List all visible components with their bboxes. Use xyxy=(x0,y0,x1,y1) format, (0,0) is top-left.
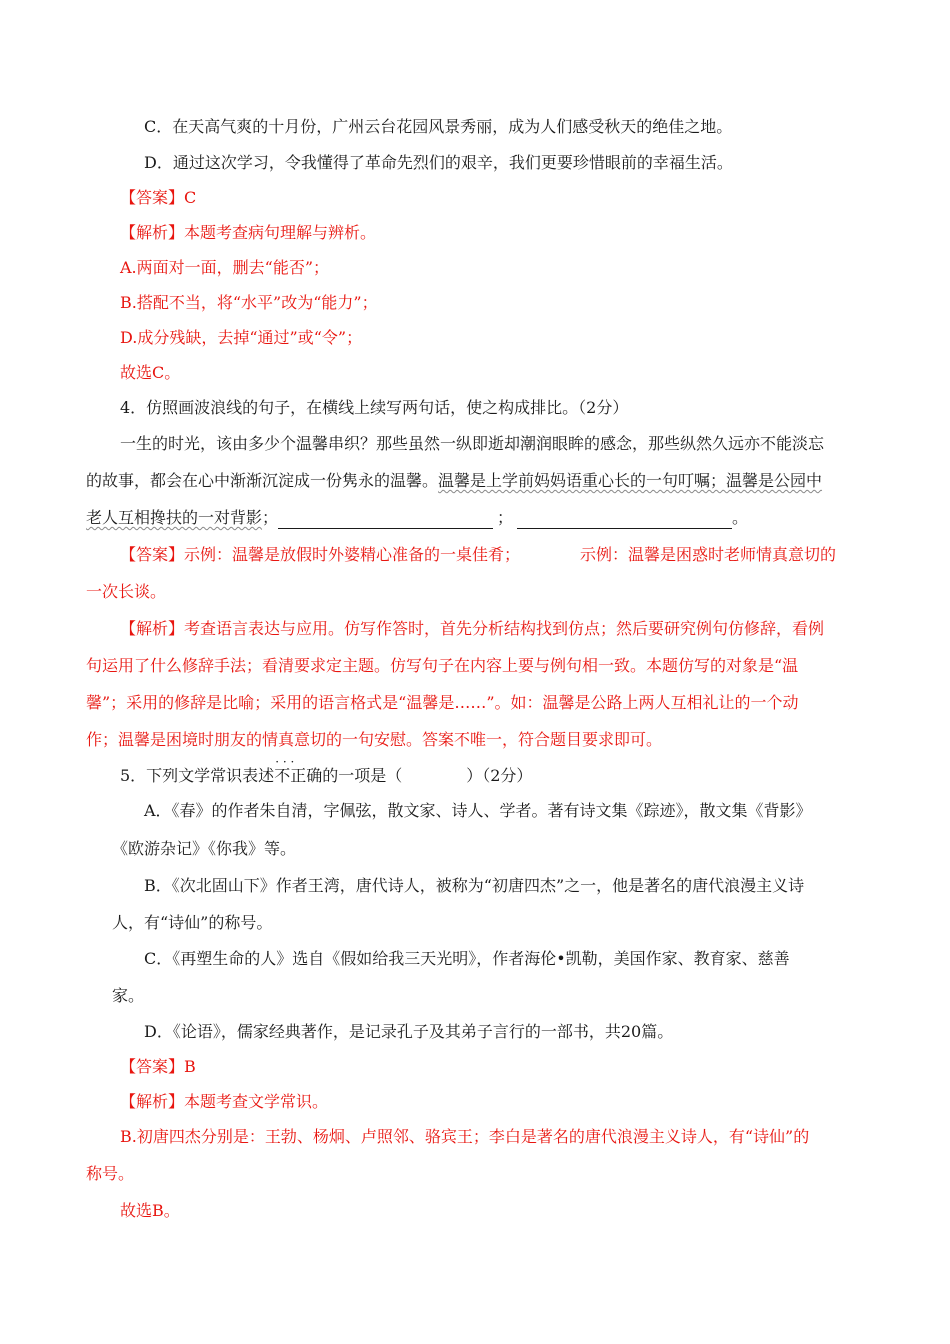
q5-option-b-line2: 人，有“诗仙”的称号。 xyxy=(112,913,273,932)
q3-option-c: C．在天高气爽的十月份，广州云台花园风景秀丽，成为人们感受秋天的绝佳之地。 xyxy=(144,117,733,136)
q5-option-d: D．《论语》，儒家经典著作，是记录孔子及其弟子言行的一部书，共20篇。 xyxy=(144,1022,674,1041)
q4-wavy-sentence-end: 老人互相搀扶的一对背影 xyxy=(86,508,263,527)
q5-note-b-line2: 称号。 xyxy=(86,1164,135,1183)
q4-analysis-2: 句运用了什么修辞手法；看清要求定主题。仿写句子在内容上要与例句相一致。本题仿写的对象是“温 xyxy=(86,656,799,675)
q4-stem: 4．仿照画波浪线的句子，在横线上续写两句话，使之构成排比。（2分） xyxy=(120,398,629,417)
q5-stem-pre: 5．下列文学常识表述 xyxy=(120,766,275,785)
q5-stem-emphasis: 不正确 · · · xyxy=(274,765,322,787)
q5-stem-end: ）（2分） xyxy=(466,766,533,785)
q5-option-b-line1: B．《次北固山下》作者王湾，唐代诗人，被称为“初唐四杰”之一，他是著名的唐代浪漫主义诗 xyxy=(144,876,805,895)
q4-analysis-1: 【解析】考查语言表达与应用。仿写作答时，首先分析结构找到仿点；然后要研究例句仿修辞，看例 xyxy=(120,619,825,638)
q4-colon: ； xyxy=(262,508,279,527)
q5-option-a-line2: 《欧游杂记》《你我》等。 xyxy=(112,839,297,858)
q5-stem xyxy=(120,765,532,787)
q4-passage-line2 xyxy=(86,470,822,492)
q3-note-a: A.两面对一面，删去“能否”； xyxy=(120,258,330,277)
q4-answer-2: 示例：温馨是困惑时老师情真意切的 xyxy=(580,545,837,564)
q3-note-d: D.成分残缺，去掉“通过”或“令”； xyxy=(120,328,363,347)
q3-option-d: D．通过这次学习，令我懂得了革命先烈们的艰辛，我们更要珍惜眼前的幸福生活。 xyxy=(144,153,733,172)
q4-period: 。 xyxy=(732,508,749,527)
q4-separator: ； xyxy=(497,508,514,527)
q4-passage-line1: 一生的时光，该由多少个温馨串织？那些虽然一纵即逝却潮润眼眸的感念，那些纵然久远亦不能淡忘 xyxy=(120,434,825,453)
q4-passage-text: 的故事，都会在心中渐渐沉淀成一份隽永的温馨。 xyxy=(86,471,439,490)
q3-note-b: B.搭配不当，将“水平”改为“能力”； xyxy=(120,293,378,312)
q5-note-b-line1: B.初唐四杰分别是：王勃、杨炯、卢照邻、骆宾王；李白是著名的唐代浪漫主义诗人，有“诗仙”的 xyxy=(120,1127,810,1146)
q3-answer: 【答案】C xyxy=(120,188,197,207)
q4-answer-1: 【答案】示例：温馨是放假时外婆精心准备的一桌佳肴； xyxy=(120,545,521,564)
q4-wavy-sentence: 温馨是上学前妈妈语重心长的一句叮嘱；温馨是公园中 xyxy=(438,471,823,490)
q3-analysis: 【解析】本题考查病句理解与辨析。 xyxy=(120,223,377,242)
q3-choose: 故选C。 xyxy=(120,363,181,382)
q5-analysis: 【解析】本题考查文学常识。 xyxy=(120,1092,329,1111)
q5-stem-post: 的一项是（ xyxy=(322,766,403,785)
q4-passage-line3 xyxy=(86,507,748,529)
q5-option-c-line1: C．《再塑生命的人》选自《假如给我三天光明》，作者海伦•凯勒，美国作家、教育家、慈善 xyxy=(144,949,790,968)
q5-answer: 【答案】B xyxy=(120,1057,196,1076)
q4-blank-1[interactable] xyxy=(278,512,493,529)
q4-answer-3: 一次长谈。 xyxy=(86,582,167,601)
q5-option-a-line1: A．《春》的作者朱自清，字佩弦，散文家、诗人、学者。著有诗文集《踪迹》，散文集《背影》 xyxy=(144,801,812,820)
q4-analysis-4: 作；温馨是困境时朋友的情真意切的一句安慰。答案不唯一，符合题目要求即可。 xyxy=(86,730,663,749)
q5-option-c-line2: 家。 xyxy=(112,986,145,1005)
q5-choose: 故选B。 xyxy=(120,1201,180,1220)
q4-blank-2[interactable] xyxy=(517,512,732,529)
q4-analysis-3: 馨”；采用的修辞是比喻；采用的语言格式是“温馨是……”。如：温馨是公路上两人互相礼让的一个动 xyxy=(86,693,799,712)
